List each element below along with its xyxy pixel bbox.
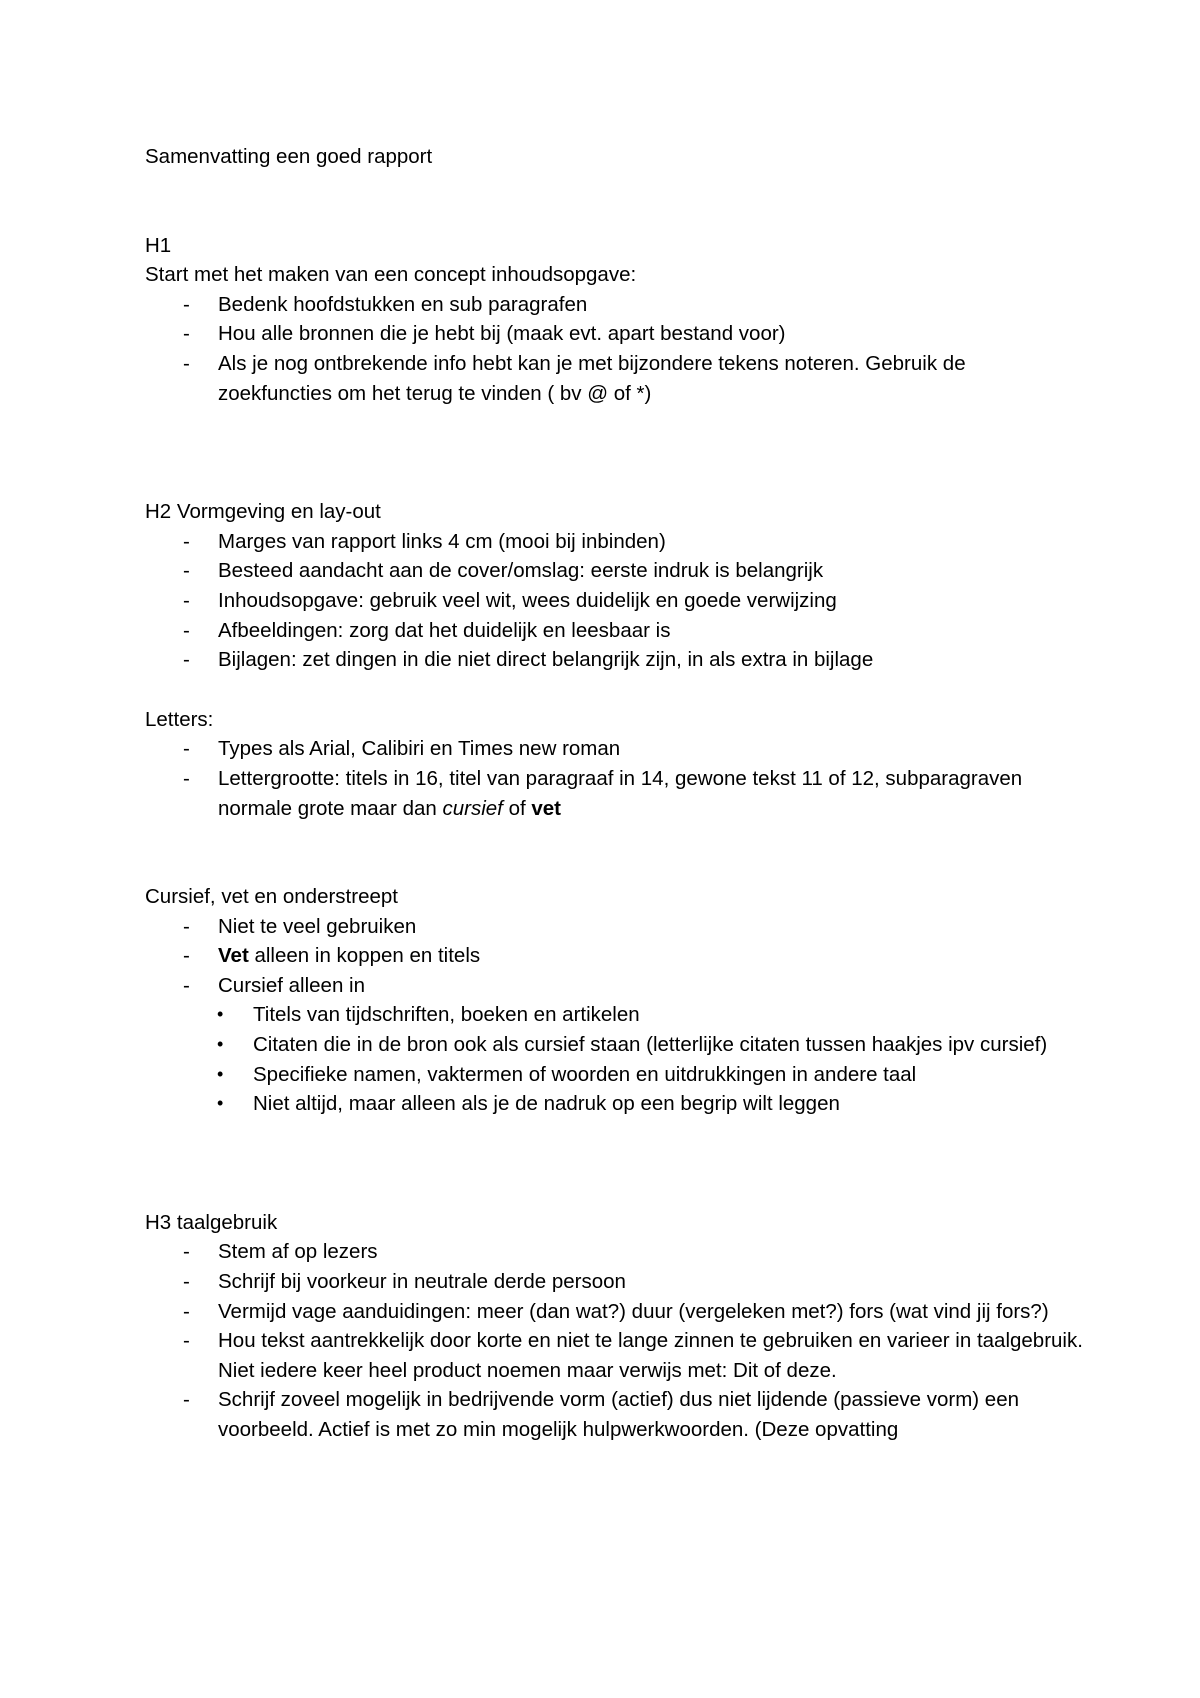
list-item-text: Stem af op lezers	[218, 1240, 378, 1264]
bullet-item	[145, 1030, 1085, 1060]
dash-marker: -	[183, 588, 190, 612]
dash-marker: -	[183, 1299, 190, 1323]
list-item	[145, 764, 1085, 823]
list-item-text: Besteed aandacht aan de cover/omslag: eerste indruk is belangrijk	[218, 559, 824, 583]
bullet-marker: •	[217, 1093, 224, 1114]
spacer	[145, 172, 1085, 231]
dash-marker: -	[183, 914, 190, 938]
dash-marker: -	[183, 618, 190, 642]
bullet-item-text: Titels van tijdschriften, boeken en artikelen	[253, 1003, 640, 1027]
dash-marker: -	[183, 322, 190, 346]
list-item	[145, 616, 1085, 646]
section-letters-heading: Letters:	[145, 707, 214, 731]
bullet-item-text: Citaten die in de bron ook als cursief staan (letterlijke citaten tussen haakjes ipv cursief)	[253, 1033, 1048, 1057]
text-segment: Lettergrootte: titels in 16, titel van paragraaf in 14, gewone tekst 11 of 12, subparagraven normale grote maar dan	[218, 766, 1023, 820]
dash-marker: -	[183, 648, 190, 672]
bold-text: vet	[531, 796, 562, 820]
list-item-text: Marges van rapport links 4 cm (mooi bij inbinden)	[218, 529, 666, 553]
dash-marker: -	[183, 766, 190, 790]
spacer	[145, 823, 1085, 882]
list-item	[145, 1297, 1085, 1327]
dash-marker: -	[183, 529, 190, 553]
list-item-text: Cursief alleen in	[218, 973, 365, 997]
list-item-text: Bedenk hoofdstukken en sub paragrafen	[218, 292, 588, 316]
bold-text: Vet	[218, 944, 249, 968]
dash-marker: -	[183, 1270, 190, 1294]
section-h1-intro: Start met het maken van een concept inhoudsopgave:	[145, 263, 637, 287]
bullet-item-text: Specifieke namen, vaktermen of woorden en uitdrukkingen in andere taal	[253, 1062, 917, 1086]
list-item	[145, 290, 1085, 320]
text-segment: of	[502, 796, 532, 820]
list-item	[145, 941, 1085, 971]
list-item	[145, 1237, 1085, 1267]
list-item-text: Hou alle bronnen die je hebt bij (maak evt. apart bestand voor)	[218, 322, 786, 346]
list-item-text: Als je nog ontbrekende info hebt kan je met bijzondere tekens noteren. Gebruik de zoekfuncties om het terug te vinden ( bv @ of *)	[218, 351, 966, 405]
spacer	[145, 1119, 1085, 1208]
list-item-text: Vermijd vage aanduidingen: meer (dan wat?) duur (vergeleken met?) fors (wat vind jij fors?)	[218, 1299, 1049, 1323]
dash-marker: -	[183, 944, 190, 968]
list-item	[145, 349, 1085, 408]
list-item-text: Schrijf zoveel mogelijk in bedrijvende vorm (actief) dus niet lijdende (passieve vorm) een voorbeeld. Actief is met zo min mogelijk hulpwerkwoorden. (Deze opvatting	[218, 1388, 1020, 1441]
dash-marker: -	[183, 292, 190, 316]
spacer	[145, 675, 1085, 705]
list-item-text: Types als Arial, Calibiri en Times new roman	[218, 737, 621, 761]
list-item-text: Niet te veel gebruiken	[218, 914, 417, 938]
list-item	[145, 527, 1085, 557]
bullet-marker: •	[217, 1034, 224, 1055]
dash-marker: -	[183, 1240, 190, 1264]
list-item	[145, 912, 1085, 942]
section-h2-heading: H2 Vormgeving en lay-out	[145, 500, 381, 524]
document-title: Samenvatting een goed rapport	[145, 145, 433, 168]
italic-text: cursief	[442, 796, 503, 820]
bullet-marker: •	[217, 1004, 224, 1025]
list-item	[145, 319, 1085, 349]
list-item	[145, 556, 1085, 586]
bullet-item-text: Niet altijd, maar alleen als je de nadruk op een begrip wilt leggen	[253, 1092, 840, 1116]
dash-marker: -	[183, 559, 190, 583]
list-item	[145, 1267, 1085, 1297]
list-item	[145, 586, 1085, 616]
section-cursief-heading: Cursief, vet en onderstreept	[145, 885, 398, 909]
bullet-item	[145, 1000, 1085, 1030]
dash-marker: -	[183, 1388, 190, 1412]
dash-marker: -	[183, 1329, 190, 1353]
bullet-item	[145, 1060, 1085, 1090]
dash-marker: -	[183, 973, 190, 997]
list-item-text: Afbeeldingen: zorg dat het duidelijk en leesbaar is	[218, 618, 671, 642]
bullet-marker: •	[217, 1063, 224, 1084]
bullet-item	[145, 1089, 1085, 1119]
text-segment: alleen in koppen en titels	[248, 944, 481, 968]
list-item-text: Hou tekst aantrekkelijk door korte en niet te lange zinnen te gebruiken en varieer in taalgebruik. Niet iedere keer heel product noemen maar verwijs met: Dit of deze.	[218, 1329, 1083, 1382]
list-item-text	[218, 941, 1085, 971]
dash-marker: -	[183, 351, 190, 375]
list-item	[145, 1326, 1085, 1385]
list-item-text: Inhoudsopgave: gebruik veel wit, wees duidelijk en goede verwijzing	[218, 588, 837, 612]
list-item	[145, 645, 1085, 675]
list-item-text: Schrijf bij voorkeur in neutrale derde persoon	[218, 1270, 626, 1294]
list-item	[145, 971, 1085, 1001]
section-h1-heading: H1	[145, 233, 172, 257]
list-item-text	[218, 764, 1085, 823]
list-item-text: Bijlagen: zet dingen in die niet direct belangrijk zijn, in als extra in bijlage	[218, 648, 874, 672]
spacer	[145, 408, 1085, 497]
document-page	[145, 142, 1085, 1445]
dash-marker: -	[183, 737, 190, 761]
list-item	[145, 734, 1085, 764]
section-h3-heading: H3 taalgebruik	[145, 1210, 278, 1234]
list-item	[145, 1385, 1085, 1444]
